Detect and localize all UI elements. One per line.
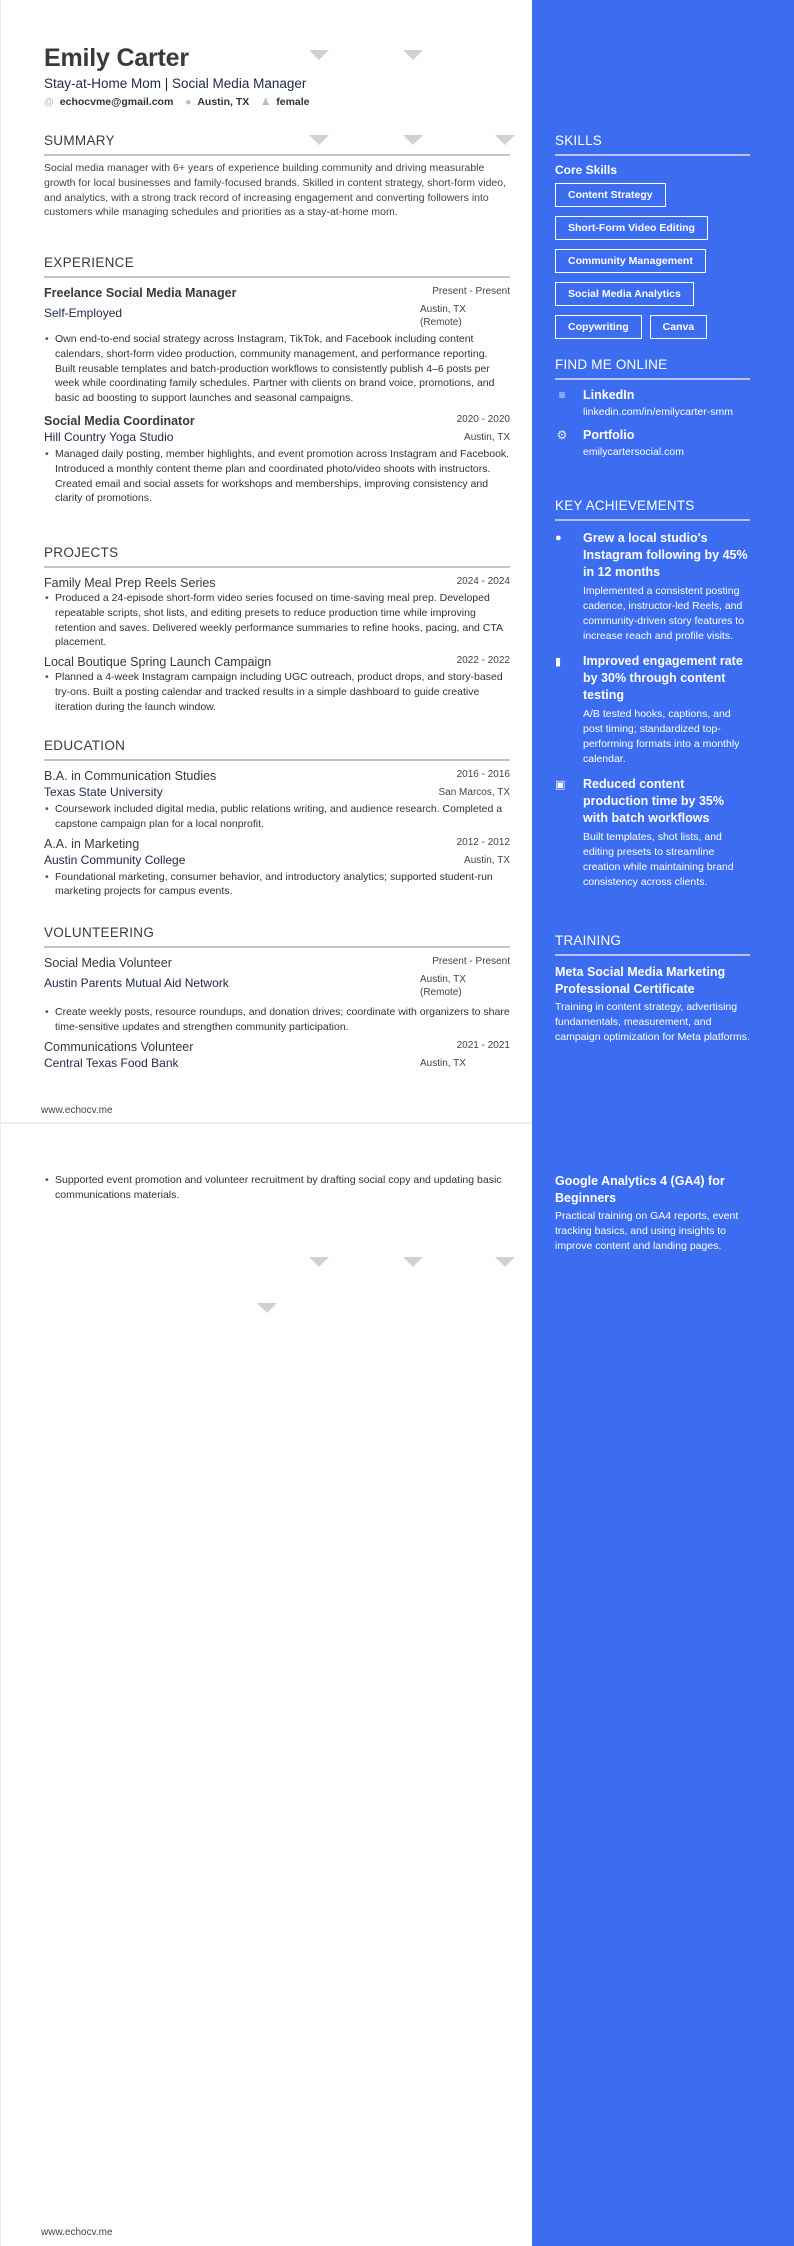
achievement-item — [555, 653, 750, 767]
portfolio-icon: ⚙ — [556, 428, 568, 442]
linkedin-icon: ≡ — [558, 388, 566, 402]
bullet-list — [44, 591, 510, 650]
job-dates: 2020 - 2020 — [456, 413, 510, 425]
section-title: FIND ME ONLINE — [555, 357, 750, 380]
skill-tags — [555, 183, 750, 339]
link-url[interactable]: linkedin.com/in/emilycarter-smm — [583, 406, 733, 418]
terminal-icon: ▣ — [555, 779, 566, 791]
link-url[interactable]: emilycartersocial.com — [583, 446, 684, 458]
volunteer-org: Austin Parents Mutual Aid Network — [44, 976, 229, 990]
skill-tag: Canva — [650, 315, 708, 339]
achievement-item — [555, 530, 750, 644]
training-title: Google Analytics 4 (GA4) for Beginners — [555, 1174, 725, 1205]
education-section — [44, 738, 510, 899]
volunteer-org: Central Texas Food Bank — [44, 1055, 179, 1070]
location-pin-icon: ● — [185, 96, 192, 108]
online-section — [555, 357, 750, 460]
achievement-title: Grew a local studio's Instagram following by 45% in 12 months — [583, 531, 748, 579]
person-icon: ♟ — [261, 96, 271, 108]
volunteer-entry-continued — [44, 1170, 510, 1203]
summary-section — [44, 133, 510, 220]
training-desc: Practical training on GA4 reports, event tracking basics, and using insights to improve content and landing pages. — [555, 1210, 739, 1252]
bullet-list — [44, 802, 510, 832]
volunteer-location: Austin, TX (Remote) — [420, 974, 466, 998]
footer-site-link[interactable]: www.echocv.me — [41, 1105, 113, 1116]
online-link-portfolio[interactable] — [555, 428, 750, 460]
training-section — [555, 933, 750, 1045]
section-title: EXPERIENCE — [44, 255, 510, 278]
bullet-list — [44, 332, 510, 406]
bullet: • Planned a 4-week Instagram campaign including UGC outreach, product drops, and story-based try-ons. Built a posting calendar and tracked results in a simple dashboard to guide creative iteration during the launch window. — [44, 670, 510, 714]
volunteer-entry — [44, 1040, 510, 1070]
bullet: • Produced a 24-episode short-form video series focused on time-saving meal prep. Developed repeatable scripts, shot lists, and editing presets to reduce production time while improving retention and saves. Delivered weekly performance summaries to refine hooks, pacing, and CTA placement. — [44, 591, 510, 650]
bullet-list — [44, 1173, 510, 1203]
skills-section — [555, 133, 750, 339]
volunteer-role: Social Media Volunteer — [44, 956, 172, 970]
bullet-list — [44, 447, 510, 506]
job-title: Freelance Social Media Manager — [44, 286, 237, 300]
link-name: LinkedIn — [583, 388, 635, 402]
experience-entry — [44, 414, 510, 506]
project-title: Family Meal Prep Reels Series — [44, 576, 216, 590]
training-section-continued — [555, 1165, 750, 1254]
skill-tag: Copywriting — [555, 315, 642, 339]
section-title: PROJECTS — [44, 545, 510, 568]
training-desc: Training in content strategy, advertising fundamentals, measurement, and campaign optimization for Meta platforms. — [555, 1001, 750, 1043]
section-title: KEY ACHIEVEMENTS — [555, 498, 750, 521]
at-icon: @ — [44, 96, 54, 108]
school-location: San Marcos, TX — [438, 787, 510, 798]
section-title: TRAINING — [555, 933, 750, 956]
section-title: SKILLS — [555, 133, 750, 156]
bullet: • Coursework included digital media, public relations writing, and audience research. Completed a capstone campaign plan for a local nonprofit. — [44, 802, 510, 832]
candidate-name: Emily Carter — [44, 44, 189, 72]
project-title: Local Boutique Spring Launch Campaign — [44, 655, 272, 670]
education-dates: 2016 - 2016 — [456, 769, 510, 780]
watermark-triangle — [309, 1257, 329, 1267]
project-entry — [44, 576, 510, 650]
school: Austin Community College — [44, 852, 186, 867]
bullet: • Supported event promotion and volunteer recruitment by drafting social copy and updating basic communications materials. — [44, 1173, 510, 1203]
section-title: SUMMARY — [44, 133, 510, 156]
skill-tag: Social Media Analytics — [555, 282, 694, 306]
achievement-title: Improved engagement rate by 30% through content testing — [583, 654, 743, 702]
achievement-desc: Built templates, shot lists, and editing presets to streamline creation while maintaining brand consistency across clients. — [583, 831, 734, 888]
link-name: Portfolio — [583, 428, 635, 442]
achievement-desc: Implemented a consistent posting cadence, instructor-led Reels, and community-driven story features to increase reach and profile visits. — [583, 585, 745, 642]
online-link-linkedin[interactable] — [555, 388, 750, 420]
volunteer-location: Austin, TX — [420, 1057, 466, 1069]
contact-location: ● Austin, TX — [185, 96, 250, 108]
job-location: Austin, TX (Remote) — [420, 304, 466, 328]
degree: A.A. in Marketing — [44, 836, 140, 851]
experience-entry — [44, 286, 510, 406]
summary-text: Social media manager with 6+ years of experience building community and driving measurable growth for local businesses and family-focused brands. Skilled in content strategy, short-form video, and analytics, with a strong track record of increasing engagement and converting followers into customers while managing schedules and priorities as a stay-at-home mom. — [44, 162, 507, 219]
bullet-list — [44, 670, 510, 714]
training-title: Meta Social Media Marketing Professional Certificate — [555, 965, 726, 996]
bullet-list — [44, 870, 510, 900]
growth-icon: ● — [555, 532, 562, 544]
section-title: EDUCATION — [44, 738, 510, 761]
bookmark-icon: ▮ — [555, 656, 562, 668]
bullet: • Create weekly posts, resource roundups, and donation drives; coordinate with organizers to share time-sensitive updates and strengthen community participation. — [44, 1005, 510, 1035]
project-dates: 2024 - 2024 — [456, 576, 510, 587]
education-dates: 2012 - 2012 — [456, 836, 510, 848]
achievements-section — [555, 498, 750, 890]
section-title: VOLUNTEERING — [44, 925, 510, 948]
projects-section — [44, 545, 510, 715]
project-entry — [44, 655, 510, 714]
job-title: Social Media Coordinator — [44, 413, 195, 428]
contact-email[interactable]: @ echocvme@gmail.com — [44, 96, 174, 108]
training-item — [555, 964, 750, 1045]
degree: B.A. in Communication Studies — [44, 769, 217, 783]
volunteer-dates: Present - Present — [432, 956, 510, 967]
contact-gender: ♟ female — [261, 96, 310, 108]
bullet: • Own end-to-end social strategy across Instagram, TikTok, and Facebook including content calendars, short-form video production, community management, and performance reporting. Built reusable templates and batch-production workflows to consistently publish 4–6 posts per week while coordinating family schedules. Partner with clients on brand voice, promotions, and basic ad boosting to support launches and seasonal campaigns. — [44, 332, 510, 406]
job-dates: Present - Present — [432, 286, 510, 297]
header — [44, 44, 510, 108]
skills-subtitle: Core Skills — [555, 163, 618, 177]
bullet: • Foundational marketing, consumer behavior, and introductory analytics; supported student-run marketing projects for campus events. — [44, 870, 510, 900]
employer: Hill Country Yoga Studio — [44, 429, 174, 444]
achievement-desc: A/B tested hooks, captions, and post timing; standardized top-performing formats into a monthly calendar. — [583, 708, 740, 765]
achievement-item — [555, 776, 750, 890]
headline: Stay-at-Home Mom | Social Media Manager — [44, 76, 307, 91]
education-entry — [44, 837, 510, 900]
experience-section — [44, 255, 510, 506]
volunteer-dates: 2021 - 2021 — [456, 1039, 510, 1051]
skill-tag: Content Strategy — [555, 183, 666, 207]
watermark-triangle — [257, 1303, 277, 1313]
training-item — [555, 1173, 750, 1254]
watermark-triangle — [495, 1257, 515, 1267]
achievement-title: Reduced content production time by 35% with batch workflows — [583, 777, 724, 825]
project-dates: 2022 - 2022 — [456, 655, 510, 667]
page-break — [0, 1122, 532, 1124]
skill-tag: Community Management — [555, 249, 706, 273]
contact-list — [44, 96, 510, 108]
job-location: Austin, TX — [464, 431, 510, 443]
school-location: Austin, TX — [464, 854, 510, 866]
bullet: • Managed daily posting, member highlights, and event promotion across Instagram and Facebook. Introduced a monthly content theme plan and coordinated photo/video shoots with instructors. Created email and social assets for workshops and memberships, improving consistency and clarity of promotions. — [44, 447, 510, 506]
school: Texas State University — [44, 785, 163, 799]
watermark-triangle — [403, 1257, 423, 1267]
footer-site-link[interactable]: www.echocv.me — [41, 2227, 113, 2238]
bullet-list — [44, 1005, 510, 1035]
skill-tag: Short-Form Video Editing — [555, 216, 708, 240]
employer: Self-Employed — [44, 306, 123, 320]
volunteering-section — [44, 925, 510, 1070]
education-entry — [44, 769, 510, 832]
volunteer-entry — [44, 956, 510, 1035]
volunteer-role: Communications Volunteer — [44, 1039, 194, 1054]
